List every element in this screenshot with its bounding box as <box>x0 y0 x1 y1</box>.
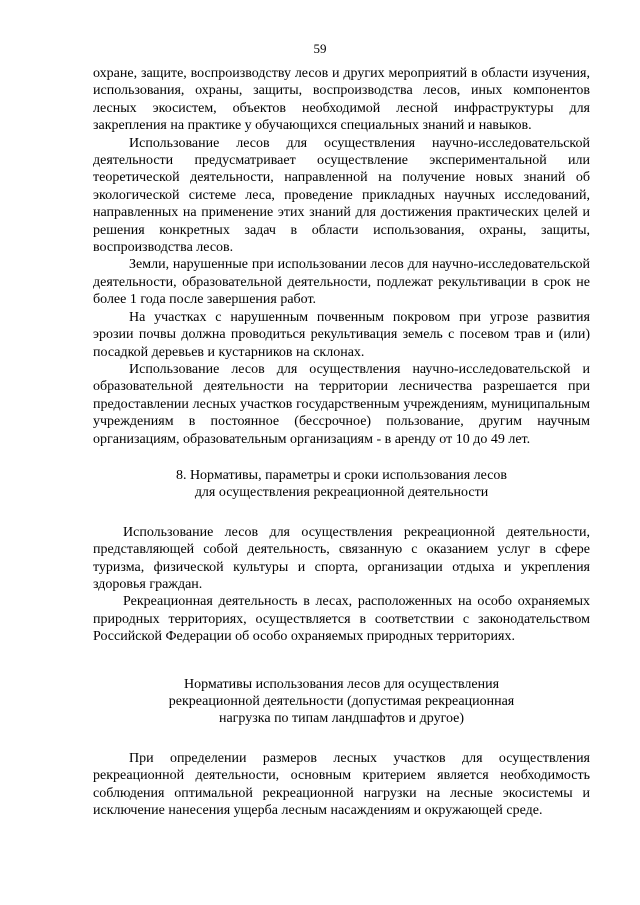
page-number: 59 <box>313 41 327 56</box>
document-body <box>93 65 590 819</box>
section-heading-line: 8. Нормативы, параметры и сроки использования лесов <box>175 467 508 483</box>
paragraph: Использование лесов для осуществления научно-исследовательской деятельности предусматривает осуществление экспериментальной или теоретической деятельности, направленной на получение новых знаний об экологической системе леса, проведение прикладных научных исследований, направленных на применение этих знаний для достижения практических целей и решения конкретных задач в области использования, охраны, защиты, воспроизводства лесов. <box>93 135 590 256</box>
paragraph: Использование лесов для осуществления рекреационной деятельности, представляющей собой деятельность, связанную с оказанием услуг в сфере туризма, физической культуры и спорта, организации отдыха и укрепления здоровья граждан. <box>93 524 590 592</box>
paragraph: Земли, нарушенные при использовании лесов для научно-исследовательской деятельности, образовательной деятельности, подлежат рекультивации в срок не более 1 года после завершения работ. <box>93 257 590 308</box>
paragraph: охране, защите, воспроизводству лесов и других мероприятий в области изучения, использования, охраны, защиты, воспроизводства лесов, иных компонентов лесных экосистем, объектов необходимой лесной инфраструктуры для закрепления на практике у обучающихся специальных знаний и навыков. <box>93 66 590 134</box>
section-heading-line: для осуществления рекреационной деятельности <box>194 485 489 501</box>
paragraph: При определении размеров лесных участков для осуществления рекреационной деятельности, основным критерием является необходимость соблюдения оптимальной рекреационной нагрузки на лесные экосистемы и исключение нанесения ущерба лесным насаждениям и окружающей среде. <box>93 750 590 819</box>
section-heading-8 <box>93 467 590 502</box>
subsection-heading-line: нагрузка по типам ландшафтов и другое) <box>218 711 465 727</box>
subsection-heading-line: рекреационной деятельности (допустимая рекреационная <box>168 694 515 709</box>
paragraph: Использование лесов для осуществления научно-исследовательской и образовательной деятельности на территории лесничества разрешается при предоставлении лесных участков государственным учреждениям, муниципальным учреждениям в постоянное (бессрочное) пользование, другим научным организациям, образовательным организациям - в аренду от 10 до 49 лет. <box>93 361 590 447</box>
paragraph: Рекреационная деятельность в лесах, расположенных на особо охраняемых природных территориях, осуществляется в соответствии с законодательством Российской Федерации об особо охраняемых природных территориях. <box>93 594 590 645</box>
subsection-heading-line: Нормативы использования лесов для осуществления <box>183 676 500 692</box>
paragraph: На участках с нарушенным почвенным покровом при угрозе развития эрозии почвы должна проводиться рекультивация земель с посевом трав и (или) посадкой деревьев и кустарников на склонах. <box>93 309 590 360</box>
subsection-heading <box>93 676 590 728</box>
